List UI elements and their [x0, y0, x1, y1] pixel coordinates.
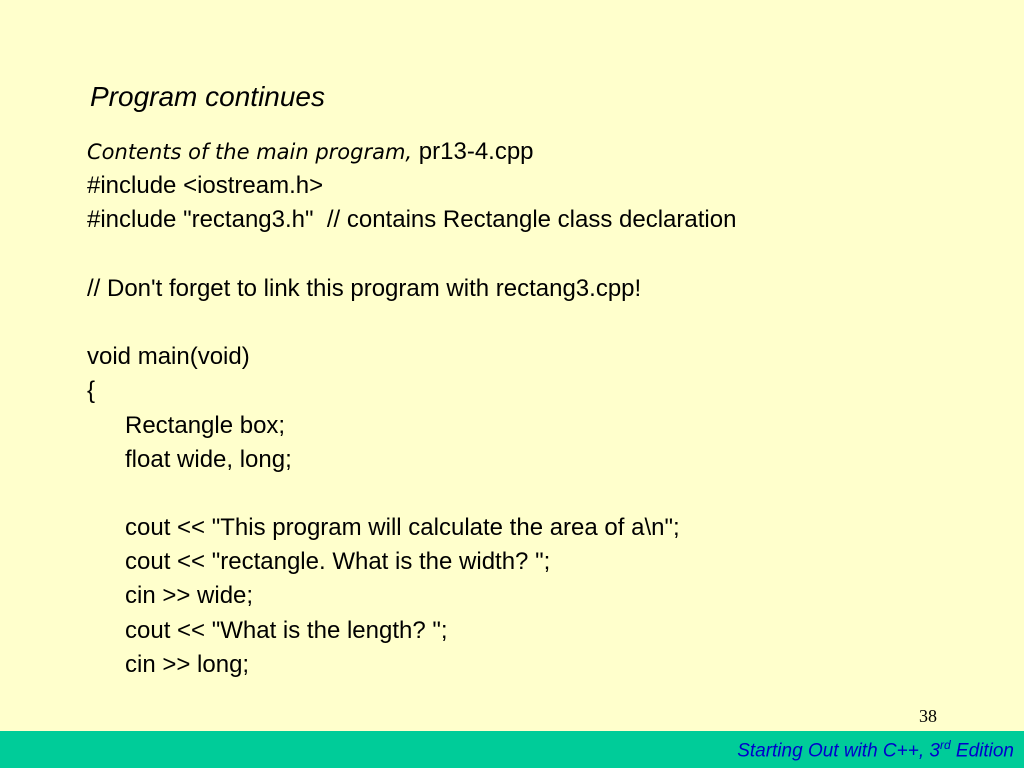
code-line: cin >> wide;	[125, 582, 254, 610]
subtitle-filename: pr13-4.cpp	[412, 138, 534, 165]
code-line: #include <iostream.h>	[87, 172, 324, 200]
code-line: #include "rectang3.h" // contains Rectangle class declaration	[87, 206, 737, 234]
page-number: 38	[919, 706, 937, 726]
footer-edition: Edition	[950, 740, 1014, 762]
blank-line	[87, 238, 736, 272]
slide-title: Program continues	[90, 81, 326, 112]
footer-title-text: Starting Out with C++, 3	[737, 740, 940, 762]
subtitle-line	[87, 135, 736, 169]
footer-book-title	[737, 738, 1014, 762]
code-line: cout << "This program will calculate the area of a\n";	[125, 514, 680, 542]
code-line: // Don't forget to link this program with rectang3.cpp!	[87, 274, 642, 302]
subtitle-italic: Contents of the main program,	[87, 140, 413, 164]
code-line: void main(void)	[87, 343, 250, 371]
code-line: cout << "rectangle. What is the width? ";	[125, 548, 551, 576]
code-line: Rectangle box;	[125, 411, 286, 439]
code-line: cout << "What is the length? ";	[125, 616, 448, 644]
footer-bar	[0, 731, 1024, 768]
code-block	[87, 135, 736, 682]
blank-line	[87, 306, 736, 340]
code-line: {	[87, 377, 96, 405]
blank-line	[87, 477, 736, 511]
footer-superscript: rd	[939, 738, 951, 752]
code-line: float wide, long;	[125, 445, 292, 473]
code-line: cin >> long;	[125, 650, 250, 678]
